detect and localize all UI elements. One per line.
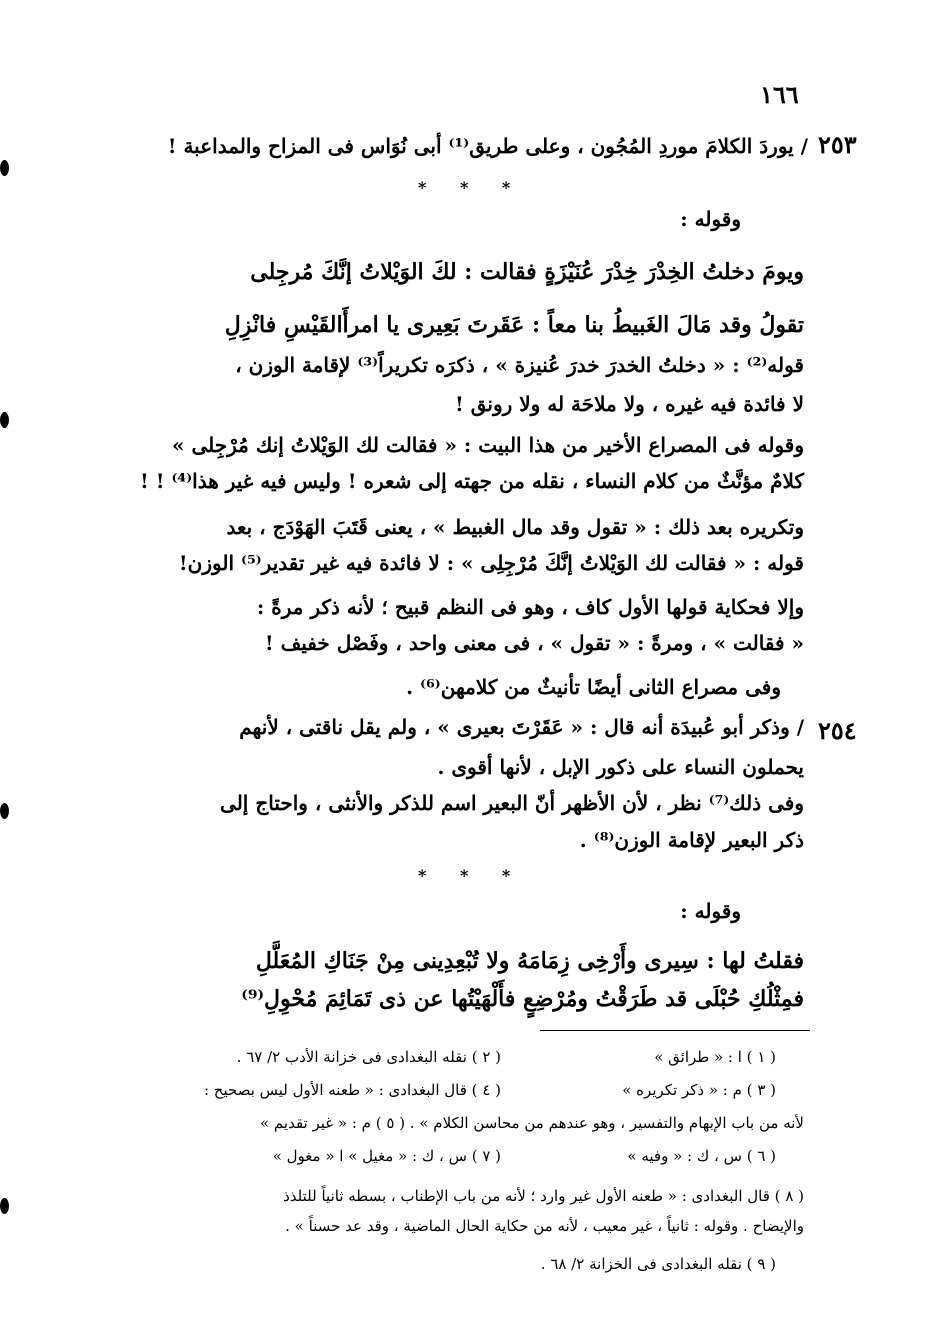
punch-hole-mark (0, 412, 9, 428)
footnote: ( ٦ ) س ، ك : « وفيه » (627, 1147, 776, 1165)
footnote-rule (540, 1030, 810, 1031)
footnote: ( ٩ ) نقله البغدادى فى الخزانة ٢/ ٦٨ . (540, 1255, 776, 1273)
text-line: كلامٌ مؤنَّثٌ من كلام النساء ، نقله من جهته إلى شعره ! وليس فيه غير هذا⁽⁴⁾ ! ! (139, 469, 804, 493)
text-line: وقوله : (680, 899, 741, 923)
footnote: ( ١ ) ا : « طرائق » (654, 1048, 776, 1066)
footnote: ( ٤ ) قال البغدادى : « طعنه الأول ليس بصحيح : (203, 1081, 501, 1099)
text-line: / وذكر أبو عُبيدَة أنه قال : « عَقَرْتَ بعيرى » ، ولم يقل ناقتى ، لأنهم (239, 715, 804, 739)
text-line: يحملون النساء على ذكور الإبل ، لأنها أقوى . (437, 755, 804, 779)
footnote: لأنه من باب الإبهام والتفسير ، وهو عندهم من محاسن الكلام » . ( ٥ ) م : « غير تقديم » (259, 1114, 804, 1132)
text-line: وقوله فى المصراع الأخير من هذا البيت : « فقالت لك الوَيْلاتُ إنك مُرْجِلى » (172, 433, 804, 457)
page-number: ١٦٦ (760, 80, 799, 109)
punch-hole-mark (0, 1198, 9, 1214)
verse-line: فمِثْلُكِ حُبْلَى قد طَرَقْتُ ومُرْضِعٍ فأَلْهَيْتُها عن ذى تَمَائِمَ مُحْوِلِ⁽⁹⁾ (241, 986, 804, 1012)
punch-hole-mark (0, 160, 9, 176)
section-number: ٢٥٤ (818, 716, 857, 745)
verse-line: فقلتُ لها : سِيرى وأَرْخِى زِمَامَهُ ولا تُبْعِدِينى مِنْ جَنَاكِ المُعَلَّلِ (255, 948, 804, 974)
text-line: لا فائدة فيه غيره ، ولا ملاحَة له ولا رونق ! (454, 392, 804, 416)
text-line: وقوله : (680, 207, 741, 231)
text-line: وإلا فحكاية قولها الأول كاف ، وهو فى النظم قبيح ؛ لأنه ذكر مرةً : (256, 595, 804, 619)
text-line: قوله : « فقالت لك الوَيْلاتُ إنَّكَ مُرْجِلِى » : لا فائدة فيه غير تقدير⁽⁵⁾ الوزن! (178, 551, 804, 575)
text-line: وفى ذلك⁽⁷⁾ نظر ، لأن الأظهر أنّ البعير اسم للذكر والأنثى ، واحتاج إلى (220, 791, 804, 815)
verse-line: ويومَ دخلتُ الخِدْرَ خِدْرَ عُنَيْزَةٍ فقالت : لكَ الوَيْلاتُ إنَّكَ مُرجِلى (250, 259, 804, 285)
footnote: ( ٧ ) س ، ك : « مغيل » ا « مغول » (272, 1147, 501, 1165)
section-number: ٢٥٣ (818, 130, 857, 159)
text-line: وتكريره بعد ذلك : « تقول وقد مال الغبيط » ، يعنى قَتَبَ الهَوْدَج ، بعد (226, 515, 804, 539)
text-line: / يوردَ الكلامَ موردِ المُجُون ، وعلى طريق⁽¹⁾ أبى نُوَاس فى المزاح والمداعبة ! (167, 134, 808, 158)
punch-hole-mark (0, 803, 9, 819)
text-line: ذكر البعير لإقامة الوزن⁽⁸⁾ . (579, 828, 804, 852)
text-line: قوله⁽²⁾ : « دخلتُ الخدرَ خدرَ عُنيزة » ، ذكرَه تكريراً⁽³⁾ لإقامة الوزن ، (235, 353, 804, 377)
footnote: ( ٢ ) نقله البغدادى فى خزانة الأدب ٢/ ٦٧ . (236, 1048, 501, 1066)
footnote: والإيضاح . وقوله : ثانياً ، غير معيب ، لأنه من حكاية الحال الماضية ، وقد عد حسناً » . (285, 1217, 804, 1235)
footnote: ( ٣ ) م : « ذكر تكريره » (622, 1081, 776, 1099)
text-line: « فقالت » ، ومرةً : « تقول » ، فى معنى واحد ، وفَصْل خفيف ! (264, 631, 804, 655)
separator: * * * (418, 178, 525, 197)
text-line: وفى مصراع الثانى أيضًا تأنيثٌ من كلامهن⁽⁶⁾ . (406, 675, 781, 699)
verse-line: تقولُ وقد مَالَ الغَبيطُ بنا معاً : عَقَرتَ بَعِيرى يا امرأَالقَيْسِ فانْزِلِ (224, 312, 804, 338)
separator: * * * (418, 866, 525, 885)
footnote: ( ٨ ) قال البغدادى : « طعنه الأول غير وارد ؛ لأنه من باب الإطناب ، بسطه ثانياً للتلذذ (283, 1187, 804, 1205)
